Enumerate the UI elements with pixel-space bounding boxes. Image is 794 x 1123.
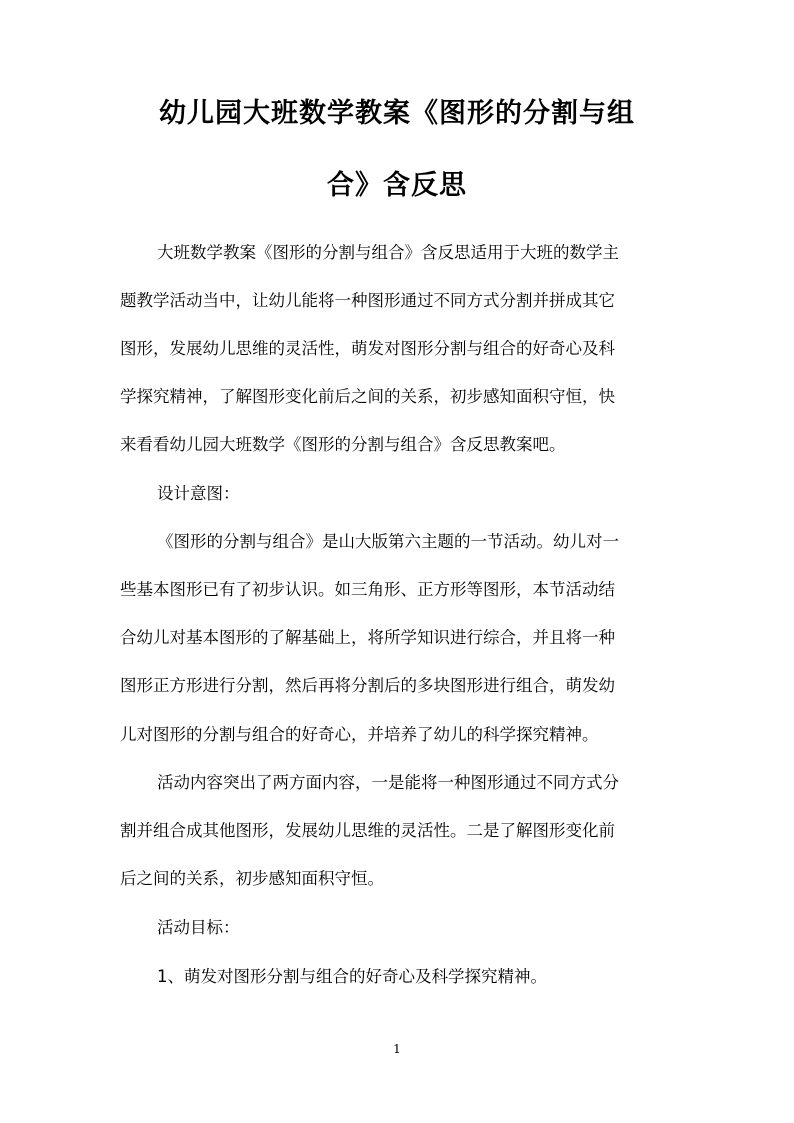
design-paragraph-line: 些基本图形已有了初步认识。如三角形、正方形等图形，本节活动结 (120, 580, 615, 599)
design-paragraph-line: 图形正方形进行分割，然后再将分割后的多块图形进行组合，萌发幼 (120, 676, 615, 695)
intro-paragraph-line: 题教学活动当中，让幼儿能将一种图形通过不同方式分割并拼成其它 (120, 291, 615, 310)
design-paragraph-line: 合幼儿对基本图形的了解基础上，将所学知识进行综合，并且将一种 (120, 628, 615, 647)
goal-item: 1、萌发对图形分割与组合的好奇心及科学探究精神。 (157, 967, 547, 986)
content-paragraph-line: 割并组合成其他图形，发展幼儿思维的灵活性。二是了解图形变化前 (120, 821, 615, 840)
intro-paragraph-line: 学探究精神，了解图形变化前后之间的关系，初步感知面积守恒，快 (120, 387, 615, 406)
goals-heading: 活动目标： (157, 918, 240, 937)
document-title-line-1: 幼儿园大班数学教案《图形的分割与组 (159, 98, 635, 129)
intro-paragraph-line: 来看看幼儿园大班数学《图形的分割与组合》含反思教案吧。 (120, 435, 566, 454)
page-number: 1 (393, 1042, 401, 1056)
design-paragraph-line: 儿对图形的分割与组合的好奇心，并培养了幼儿的科学探究精神。 (120, 725, 599, 744)
design-paragraph-line: 《图形的分割与组合》是山大版第六主题的一节活动。幼儿对一 (157, 532, 619, 551)
content-paragraph-line: 活动内容突出了两方面内容，一是能将一种图形通过不同方式分 (157, 773, 619, 792)
design-intent-heading: 设计意图： (157, 484, 240, 503)
intro-paragraph-line: 大班数学教案《图形的分割与组合》含反思适用于大班的数学主 (157, 243, 619, 262)
document-title-line-2: 合》含反思 (327, 170, 467, 201)
intro-paragraph-line: 图形，发展幼儿思维的灵活性，萌发对图形分割与组合的好奇心及科 (120, 339, 615, 358)
content-paragraph-line: 后之间的关系，初步感知面积守恒。 (120, 869, 384, 888)
